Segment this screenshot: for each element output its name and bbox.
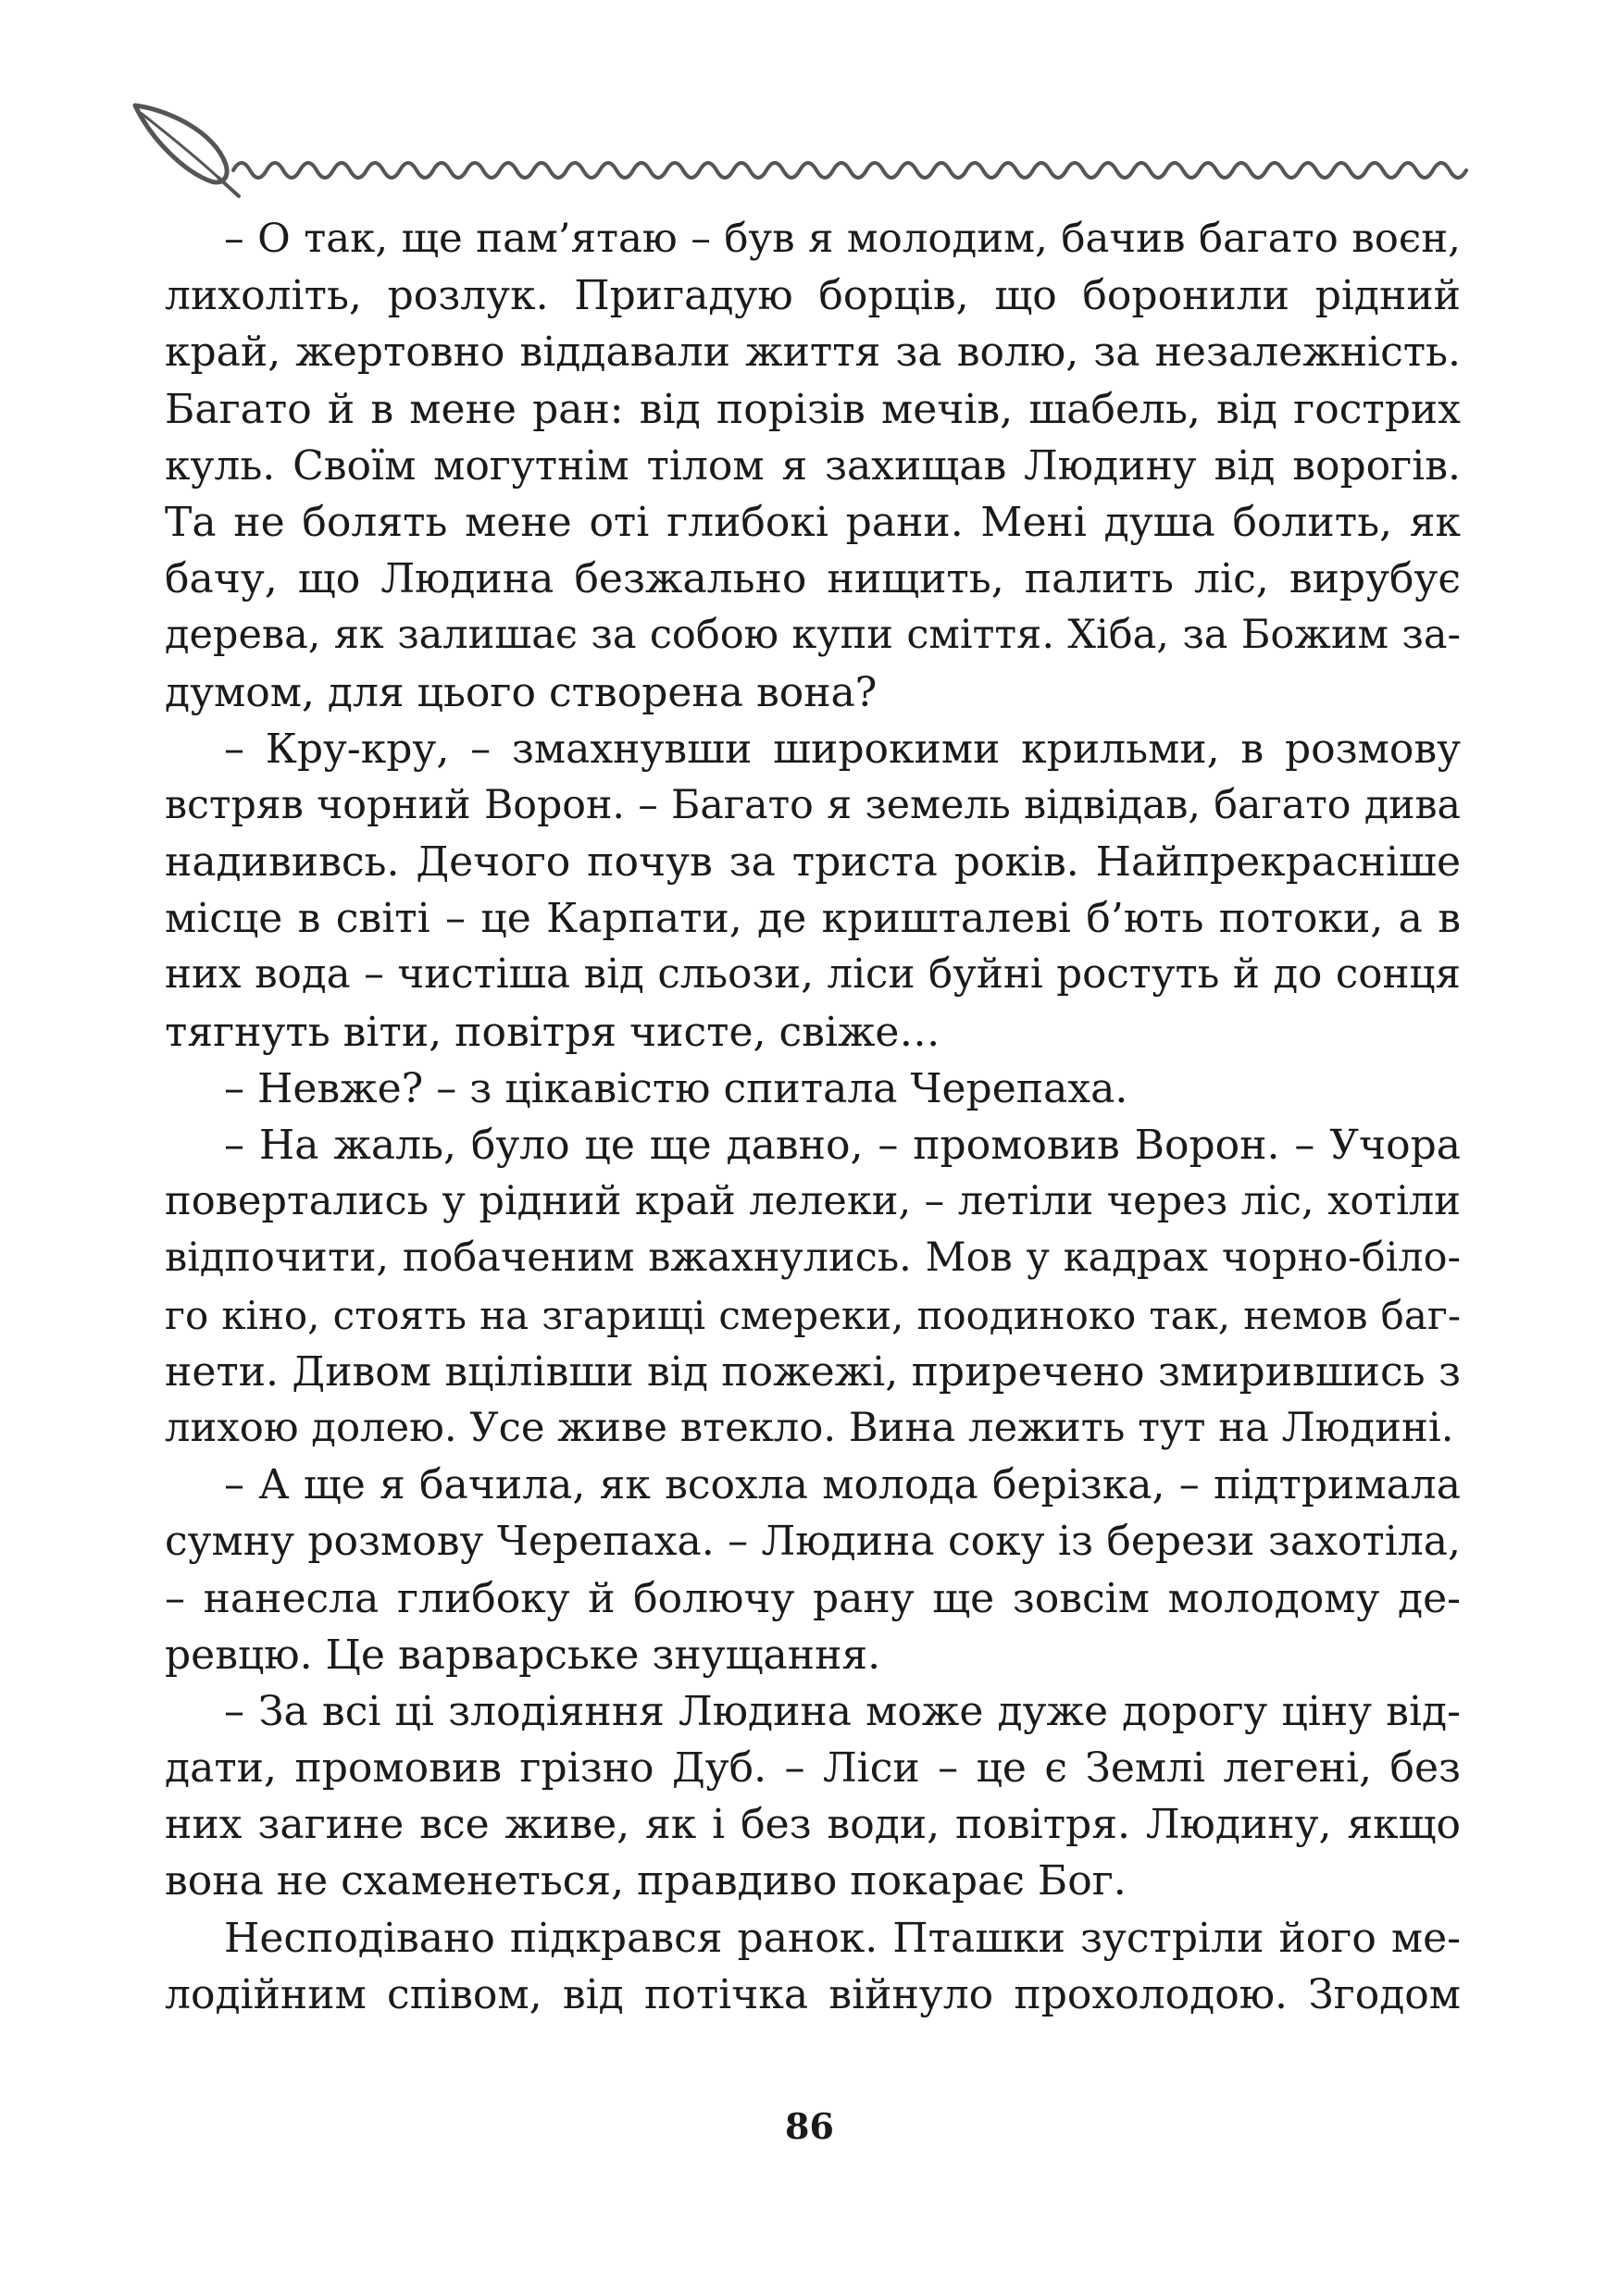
text-line: – О так, ще пам’ятаю – був я молодим, бачив багато воєн, [224,216,1461,262]
text-line: Несподівано підкрався ранок. Пташки зустріли його ме- [224,1914,1461,1962]
text-line: лодійним співом, від потічка війнуло прохолодою. Згодом [165,1970,1461,2018]
text-line: – За всі ці злодіяння Людина може дуже дорогу ціну від- [224,1687,1461,1735]
page-number: 86 [785,2105,834,2147]
text-line: ревцю. Це варварське знущання. [165,1631,881,1679]
text-line: повертались у рідний край лелеки, – летіли через ліс, хотіли [165,1178,1461,1225]
text-line: тягнуть віти, повітря чисте, свіже… [165,1008,940,1056]
text-line: – Невже? – з цікавістю спитала Черепаха. [224,1064,1128,1112]
text-line: – Кру-кру, – змахнувши широкими крильми, в розмову [224,725,1461,773]
text-line: місце в світі – це Карпати, де кришталеві б’ють потоки, а в [165,895,1461,943]
text-line: нети. Дивом вцілівши від пожежі, приречено змирившись з [165,1347,1461,1396]
text-line: дати, промовив грізно Дуб. – Ліси – це є Землі легені, без [165,1744,1461,1793]
header-ornament [130,100,1481,202]
text-line: відпочити, побаченим вжахнулись. Мов у кадрах чорно-біло- [165,1235,1461,1282]
text-line: сумну розмову Черепаха. – Людина соку із берези захотіла, [165,1518,1461,1566]
text-line: край, жертовно віддавали життя за волю, за незалежність. [165,329,1461,377]
text-line: встряв чорний Ворон. – Багато я земель відвідав, багато дива [165,781,1461,828]
leaf-icon [135,105,239,196]
text-line: го кіно, стоять на згарищі смереки, поодиноко так, немов баг- [165,1292,1461,1338]
text-line: лихою долею. Усе живе втекло. Вина лежить тут на Людині. [165,1404,1454,1451]
text-line: Та не болять мене оті глибокі рани. Мені душа болить, як [165,498,1461,546]
text-line: дерева, як залишає за собою купи сміття. Хіба, за Божим за- [165,612,1461,659]
text-line: вона не схаменеться, правдиво покарає Бог. [165,1857,1127,1905]
text-line: – нанесла глибоку й болючу рану ще зовсім молодому де- [165,1574,1461,1622]
body-text [165,211,1461,2080]
text-line: бачу, що Людина безжально нищить, палить ліс, вирубує [165,555,1461,603]
text-line: – А ще я бачила, як всохла молода берізка, – підтримала [224,1461,1461,1509]
text-line: них вода – чистіша від сльози, ліси буйні ростуть й до сонця [165,951,1461,999]
text-line: куль. Своїм могутнім тілом я захищав Людину від ворогів. [165,441,1461,490]
text-line: Багато й в мене ран: від порізів мечів, шабель, від гострих [165,385,1461,433]
text-line: надививсь. Дечого почув за триста років. Найпрекрасніше [165,838,1461,887]
text-line: них загине все живе, як і без води, повітря. Людину, якщо [165,1801,1461,1849]
text-line: думом, для цього створена вона? [165,668,878,716]
wavy-divider [233,163,1466,178]
text-line: – На жаль, було це ще давно, – промовив Ворон. – Учора [224,1122,1461,1169]
text-line: лихоліть, розлук. Пригадую борців, що боронили рідний [165,272,1461,320]
